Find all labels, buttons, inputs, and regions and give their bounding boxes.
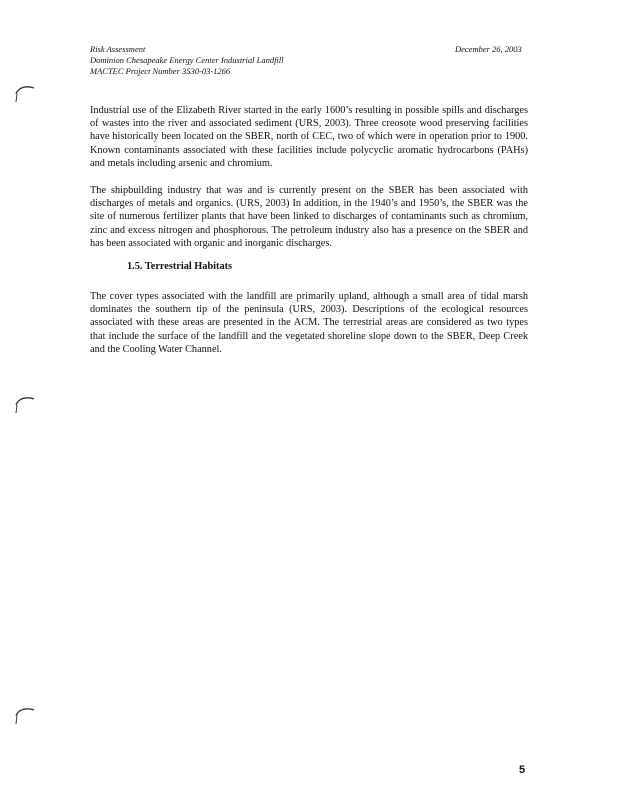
header-date: December 26, 2003: [455, 44, 522, 54]
punch-hole-mark-icon: [12, 702, 38, 728]
header-line-site-name: Dominion Chesapeake Energy Center Industrial Landfill: [90, 55, 284, 65]
paragraph-cover-types: The cover types associated with the landfill are primarily upland, although a small area of tidal marsh dominates the southern tip of the peninsula (URS, 2003). Descriptions of the ecological resources associated with these areas are presented in the ACM. The terrestrial areas are considered as two types that include the surface of the landfill and the vegetated shoreline slope down to the SBER, Deep Creek and the Cooling Water Channel.: [90, 291, 528, 355]
paragraph-shipbuilding: The shipbuilding industry that was and is currently present on the SBER has been associated with discharges of metals and organics. (URS, 2003) In addition, in the 1940’s and 1950’s, the SBER was the site of numerous fertilizer plants that have been linked to discharges of contaminants such as chromium, zinc and excess nitrogen and phosphorous. The petroleum industry also has a presence on the SBER and has been associated with organic and inorganic discharges.: [90, 185, 528, 249]
header-line-project-number: MACTEC Project Number 3530-03-1266: [90, 66, 231, 76]
page-number: 5: [519, 764, 526, 776]
header-line-report-type: Risk Assessment: [90, 44, 146, 54]
document-header: [90, 44, 284, 77]
paragraph-river-history: Industrial use of the Elizabeth River started in the early 1600’s resulting in possible spills and discharges of wastes into the river and associated sediment (URS, 2003). Three creosote wood preserving facilities have historically been located on the SBER, north of CEC, two of which were in operation prior to 1900. Known contaminants associated with these facilities include polycyclic aromatic hydrocarbons (PAHs) and metals including arsenic and chromium.: [90, 105, 528, 169]
punch-hole-mark-icon: [12, 391, 38, 417]
punch-hole-mark-icon: [12, 80, 38, 106]
section-heading-terrestrial-habitats: 1.5. Terrestrial Habitats: [127, 261, 233, 272]
